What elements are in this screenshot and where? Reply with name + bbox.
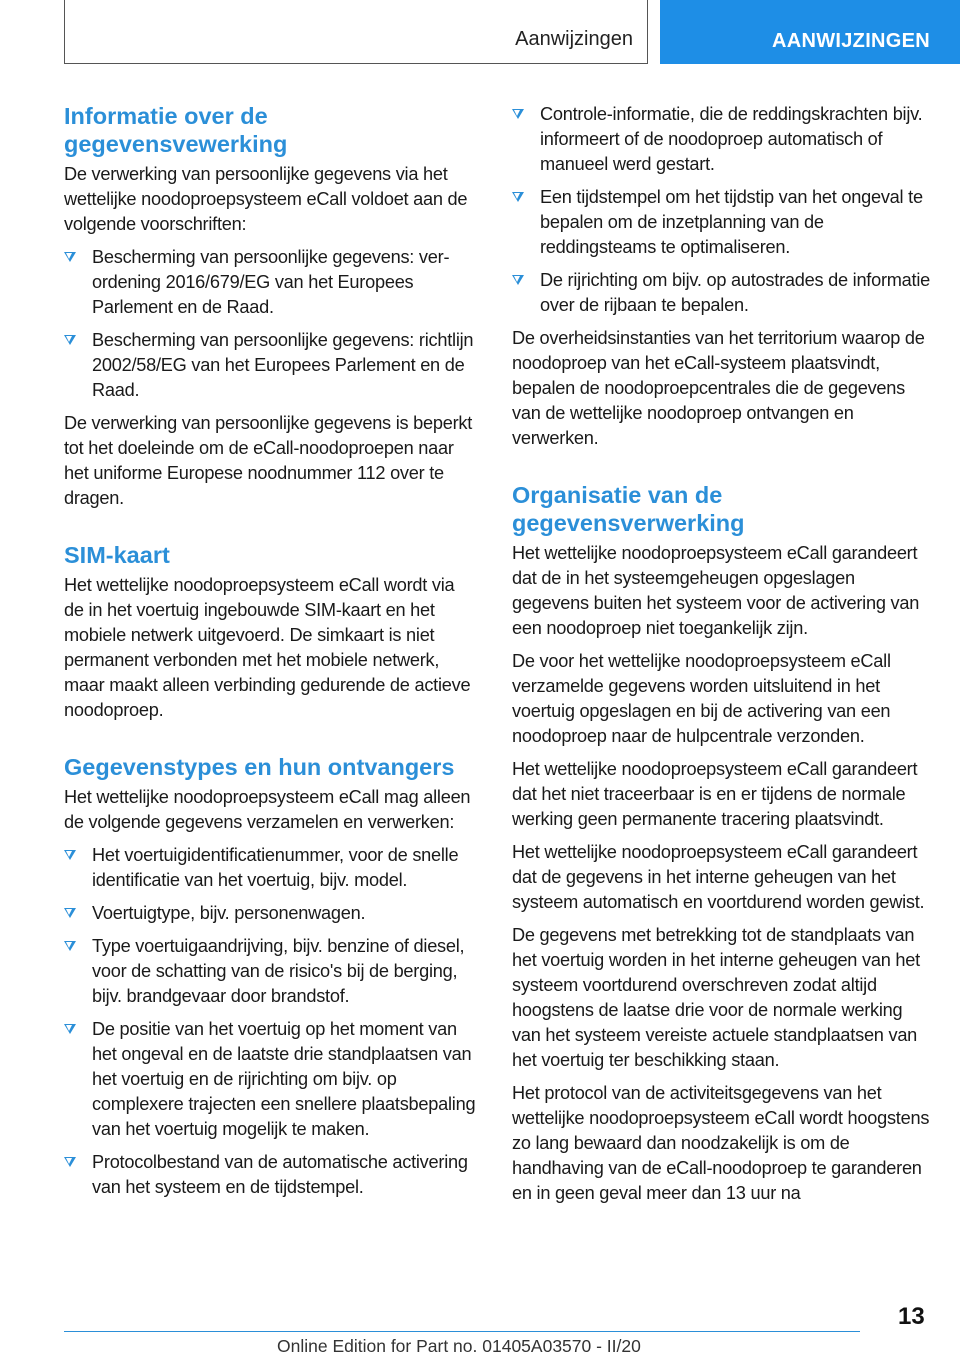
paragraph: De verwerking van persoonlijke gegevens is beperkt tot het doeleinde om de eCall-noodoproepen naar het uniforme Europese noodnummer 112 over te dragen. xyxy=(64,413,473,508)
paragraph: De overheidsinstanties van het territorium waarop de noodoproep van het eCall-systeem plaatsvindt, bepalen de noodoproepcentrales die de gegevens van de wettelijke noodoproep ontvangen en verwerken. xyxy=(512,328,925,448)
paragraph: Het wettelijke noodoproepsysteem eCall garandeert dat de in het systeemgeheugen opgeslagen gegevens buiten het systeem voor de activering van een noodoproep niet toegankelijk zijn. xyxy=(512,543,920,638)
triangle-bullet-icon xyxy=(64,1024,76,1034)
triangle-bullet-icon xyxy=(64,941,76,951)
heading-sim-kaart: SIM-kaart xyxy=(64,542,170,568)
list-item: Bescherming van persoonlijke gegevens: richtlijn 2002/58/EG van het Europees Parlement en de Raad. xyxy=(64,328,478,403)
triangle-bullet-icon xyxy=(512,109,524,119)
triangle-bullet-icon xyxy=(512,275,524,285)
triangle-bullet-icon xyxy=(512,192,524,202)
bullet-list xyxy=(64,245,478,403)
footer-divider xyxy=(64,1331,860,1332)
left-column xyxy=(64,102,478,1208)
header-chapter-tab xyxy=(660,0,960,64)
list-item: Het voertuigidentificatienummer, voor de snelle identificatie van het voertuig, bijv. model. xyxy=(64,843,478,893)
header-section-title: Aanwijzingen xyxy=(515,28,633,50)
triangle-bullet-icon xyxy=(64,850,76,860)
triangle-bullet-icon xyxy=(64,1157,76,1167)
paragraph: De gegevens met betrekking tot de standplaats van het voertuig worden in het interne geheugen van het systeem voortdurend overschreven zodat altijd hoogstens de laatse drie voor de normale werking van het systeem vereiste actuele standplaatsen van het voertuig ter beschikking staan. xyxy=(512,925,920,1070)
triangle-bullet-icon xyxy=(64,335,76,345)
list-item: De positie van het voertuig op het moment van het ongeval en de laatste drie standplaatsen van het voertuig en de rijrichting om bijv. op complexere trajecten een snellere plaatsbepaling van het voertuig mogelijk te maken. xyxy=(64,1017,478,1142)
page-header xyxy=(0,0,960,66)
paragraph: De voor het wettelijke noodoproepsysteem eCall verzamelde gegevens worden uitsluitend in het voertuig opgeslagen en bij de activering van een noodoproep naar de hulpcentrale verzonden. xyxy=(512,651,891,746)
list-item: De rijrichting om bijv. op autostrades de informatie over de rijbaan te bepalen. xyxy=(512,268,930,318)
list-item: Voertuigtype, bijv. personenwagen. xyxy=(64,901,478,926)
triangle-bullet-icon xyxy=(64,252,76,262)
footer-edition-link[interactable]: Online Edition for Part no. 01405A03570 - II/20 xyxy=(277,1336,641,1356)
bullet-list xyxy=(512,102,930,318)
right-column xyxy=(512,102,930,1214)
page-number: 13 xyxy=(898,1303,925,1330)
header-chapter-label: AANWIJZINGEN xyxy=(772,30,931,52)
paragraph: Het wettelijke noodoproepsysteem eCall wordt via de in het voertuig ingebouwde SIM-kaart en het mobiele netwerk uitgevoerd. De simkaart is niet permanent verbonden met het mobiele netwerk, maar maakt alleen verbinding gedurende de actieve noodoproep. xyxy=(64,575,471,720)
heading-gegevenstypes: Gegevenstypes en hun ontvangers xyxy=(64,754,455,780)
list-item: Een tijdstempel om het tijdstip van het ongeval te bepalen om de inzetplanning van de reddingsteams te optimaliseren. xyxy=(512,185,930,260)
paragraph: Het wettelijke noodoproepsysteem eCall garandeert dat het niet traceerbaar is en er tijdens de normale werking geen permanente tracering plaatsvindt. xyxy=(512,759,918,829)
heading-informatie: Informatie over de gegevensvewerking xyxy=(64,103,288,157)
list-item: Controle-informatie, die de reddingskrachten bijv. informeert of de noodoproep automatisch of manueel werd gestart. xyxy=(512,102,930,177)
bullet-list xyxy=(64,843,478,1200)
list-item: Type voertuigaandrijving, bijv. benzine of diesel, voor de schatting van de risico's bij de berging, bijv. brandgevaar door brandstof. xyxy=(64,934,478,1009)
header-section-box xyxy=(64,0,648,64)
triangle-bullet-icon xyxy=(64,908,76,918)
heading-organisatie: Organisatie van de gegevensverwerking xyxy=(512,482,745,536)
paragraph: Het protocol van de activiteitsgegevens van het wettelijke noodoproepsysteem eCall wordt hoogstens zo lang bewaard dan noodzakelijk is om de handhaving van de eCall-noodoproep te garanderen en in geen geval meer dan 13 uur na xyxy=(512,1083,930,1203)
list-item: Bescherming van persoonlijke gegevens: verordening 2016/679/EG van het Europees Parlement en de Raad. xyxy=(64,245,478,320)
paragraph: De verwerking van persoonlijke gegevens via het wettelijke noodoproepsysteem eCall voldoet aan de volgende voorschriften: xyxy=(64,164,468,234)
paragraph: Het wettelijke noodoproepsysteem eCall garandeert dat de gegevens in het interne geheugen van het systeem automatisch en voortdurend worden gewist. xyxy=(512,842,925,912)
list-item: Protocolbestand van de automatische activering van het systeem en de tijdstempel. xyxy=(64,1150,478,1200)
paragraph: Het wettelijke noodoproepsysteem eCall mag alleen de volgende gegevens verzamelen en verwerken: xyxy=(64,787,471,832)
